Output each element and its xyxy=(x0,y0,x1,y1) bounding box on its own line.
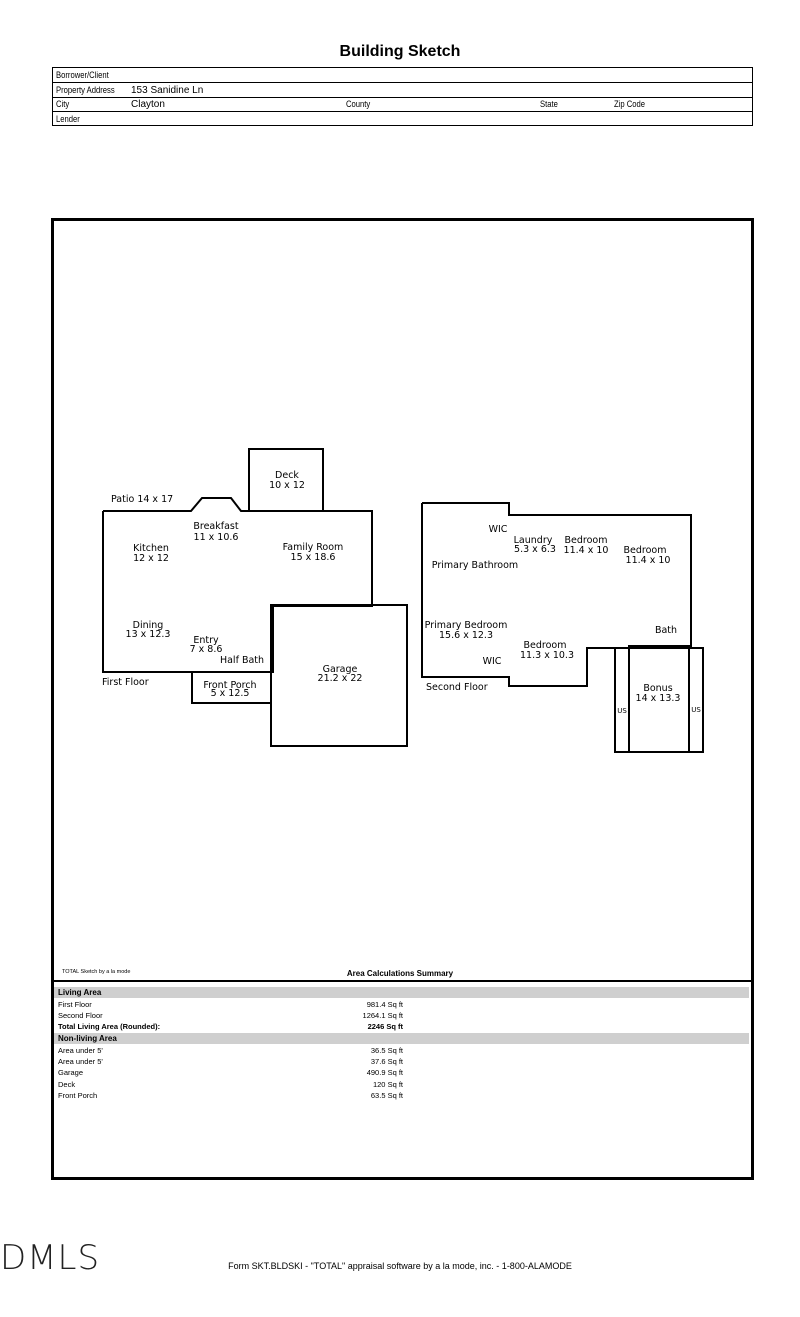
bonus-name: Bonus xyxy=(643,683,673,694)
bedroom-c-name: Bedroom xyxy=(523,640,567,651)
deck-dim: 10 x 12 xyxy=(269,480,305,491)
city-value: Clayton xyxy=(131,99,165,110)
table-row xyxy=(58,1045,458,1056)
bedroom-c-dim: 11.3 x 10.3 xyxy=(520,650,574,661)
second-floor-label: Second Floor xyxy=(426,682,488,693)
area-row-name: Front Porch xyxy=(58,1091,98,1100)
entry-dim: 7 x 8.6 xyxy=(189,644,223,655)
area-row-name: Second Floor xyxy=(58,1011,103,1020)
us-left-label: US xyxy=(617,707,627,715)
area-row-name: Area under 5' xyxy=(58,1046,103,1055)
area-row-value: 981.4 Sq ft xyxy=(366,1000,403,1009)
city-label: City xyxy=(56,99,70,109)
area-row-name: First Floor xyxy=(58,1000,92,1009)
nonliving-area-header: Non-living Area xyxy=(54,1033,749,1044)
bedroom-b-dim: 11.4 x 10 xyxy=(625,555,671,566)
area-row-name: Garage xyxy=(58,1068,84,1077)
area-row-value: 63.5 Sq ft xyxy=(370,1091,403,1100)
primary-bedroom-dim: 15.6 x 12.3 xyxy=(439,630,493,641)
table-row xyxy=(58,1056,458,1067)
breakfast-dim: 11 x 10.6 xyxy=(193,532,239,543)
area-row-value: 1264.1 Sq ft xyxy=(362,1011,403,1020)
dining-dim: 13 x 12.3 xyxy=(125,629,171,640)
garage-dim: 21.2 x 22 xyxy=(317,673,363,684)
area-row-name: Area under 5' xyxy=(58,1057,103,1066)
table-row xyxy=(58,1067,458,1078)
first-floor-label: First Floor xyxy=(102,677,149,688)
form-footer: Form SKT.BLDSKI - "TOTAL" appraisal software by a la mode, inc. - 1-800-ALAMODE xyxy=(228,1261,572,1271)
us-right-label: US xyxy=(691,706,701,714)
bedroom-a-name: Bedroom xyxy=(564,535,608,546)
state-label: State xyxy=(540,99,558,109)
wic-bottom-label: WIC xyxy=(482,656,502,667)
bath-label: Bath xyxy=(654,625,678,636)
front-porch-dim: 5 x 12.5 xyxy=(210,688,250,699)
laundry-dim: 5.3 x 6.3 xyxy=(514,544,556,555)
table-row xyxy=(58,999,458,1010)
kitchen-dim: 12 x 12 xyxy=(133,553,169,564)
breakfast-name: Breakfast xyxy=(193,521,239,532)
garage-name: Garage xyxy=(322,664,358,675)
dining-name: Dining xyxy=(132,620,164,631)
area-summary-title: Area Calculations Summary xyxy=(346,969,454,978)
bonus-dim: 14 x 13.3 xyxy=(635,693,681,704)
zip-label: Zip Code xyxy=(614,99,646,109)
address-label: Property Address xyxy=(56,85,115,95)
total-living-row xyxy=(58,1021,458,1032)
dmls-logo: DMLS xyxy=(0,1238,101,1278)
area-row-value: 37.6 Sq ft xyxy=(370,1057,403,1066)
lender-label: Lender xyxy=(56,114,80,124)
area-summary-table xyxy=(52,980,751,1177)
area-row-name: Deck xyxy=(58,1080,76,1089)
table-row xyxy=(58,1010,458,1021)
area-row-value: 120 Sq ft xyxy=(372,1080,403,1089)
entry-name: Entry xyxy=(193,635,219,646)
bedroom-a-dim: 11.4 x 10 xyxy=(563,545,609,556)
table-row xyxy=(58,1090,458,1101)
page-title: Building Sketch xyxy=(339,43,461,60)
front-porch-name: Front Porch xyxy=(203,680,257,691)
borrower-label: Borrower/Client xyxy=(56,70,109,80)
primary-bedroom-name: Primary Bedroom xyxy=(424,620,508,631)
kitchen-name: Kitchen xyxy=(133,543,169,554)
laundry-name: Laundry xyxy=(513,535,553,546)
family-room-name: Family Room xyxy=(282,542,344,553)
family-room-dim: 15 x 18.6 xyxy=(290,552,336,563)
living-area-header: Living Area xyxy=(54,987,749,998)
area-row-value: 490.9 Sq ft xyxy=(366,1068,403,1077)
patio-label: Patio 14 x 17 xyxy=(111,494,174,505)
sketch-credit: TOTAL Sketch by a la mode xyxy=(62,969,131,975)
wic-top-label: WIC xyxy=(488,524,508,535)
area-row-value: 36.5 Sq ft xyxy=(370,1046,403,1055)
total-living-name: Total Living Area (Rounded): xyxy=(58,1022,161,1031)
bedroom-b-name: Bedroom xyxy=(623,545,667,556)
deck-name: Deck xyxy=(275,470,299,481)
table-row xyxy=(58,1079,458,1090)
county-label: County xyxy=(346,99,371,109)
primary-bathroom-label: Primary Bathroom xyxy=(431,560,519,571)
half-bath-label: Half Bath xyxy=(219,655,265,666)
total-living-value: 2246 Sq ft xyxy=(367,1022,403,1031)
address-value: 153 Sanidine Ln xyxy=(131,85,204,96)
